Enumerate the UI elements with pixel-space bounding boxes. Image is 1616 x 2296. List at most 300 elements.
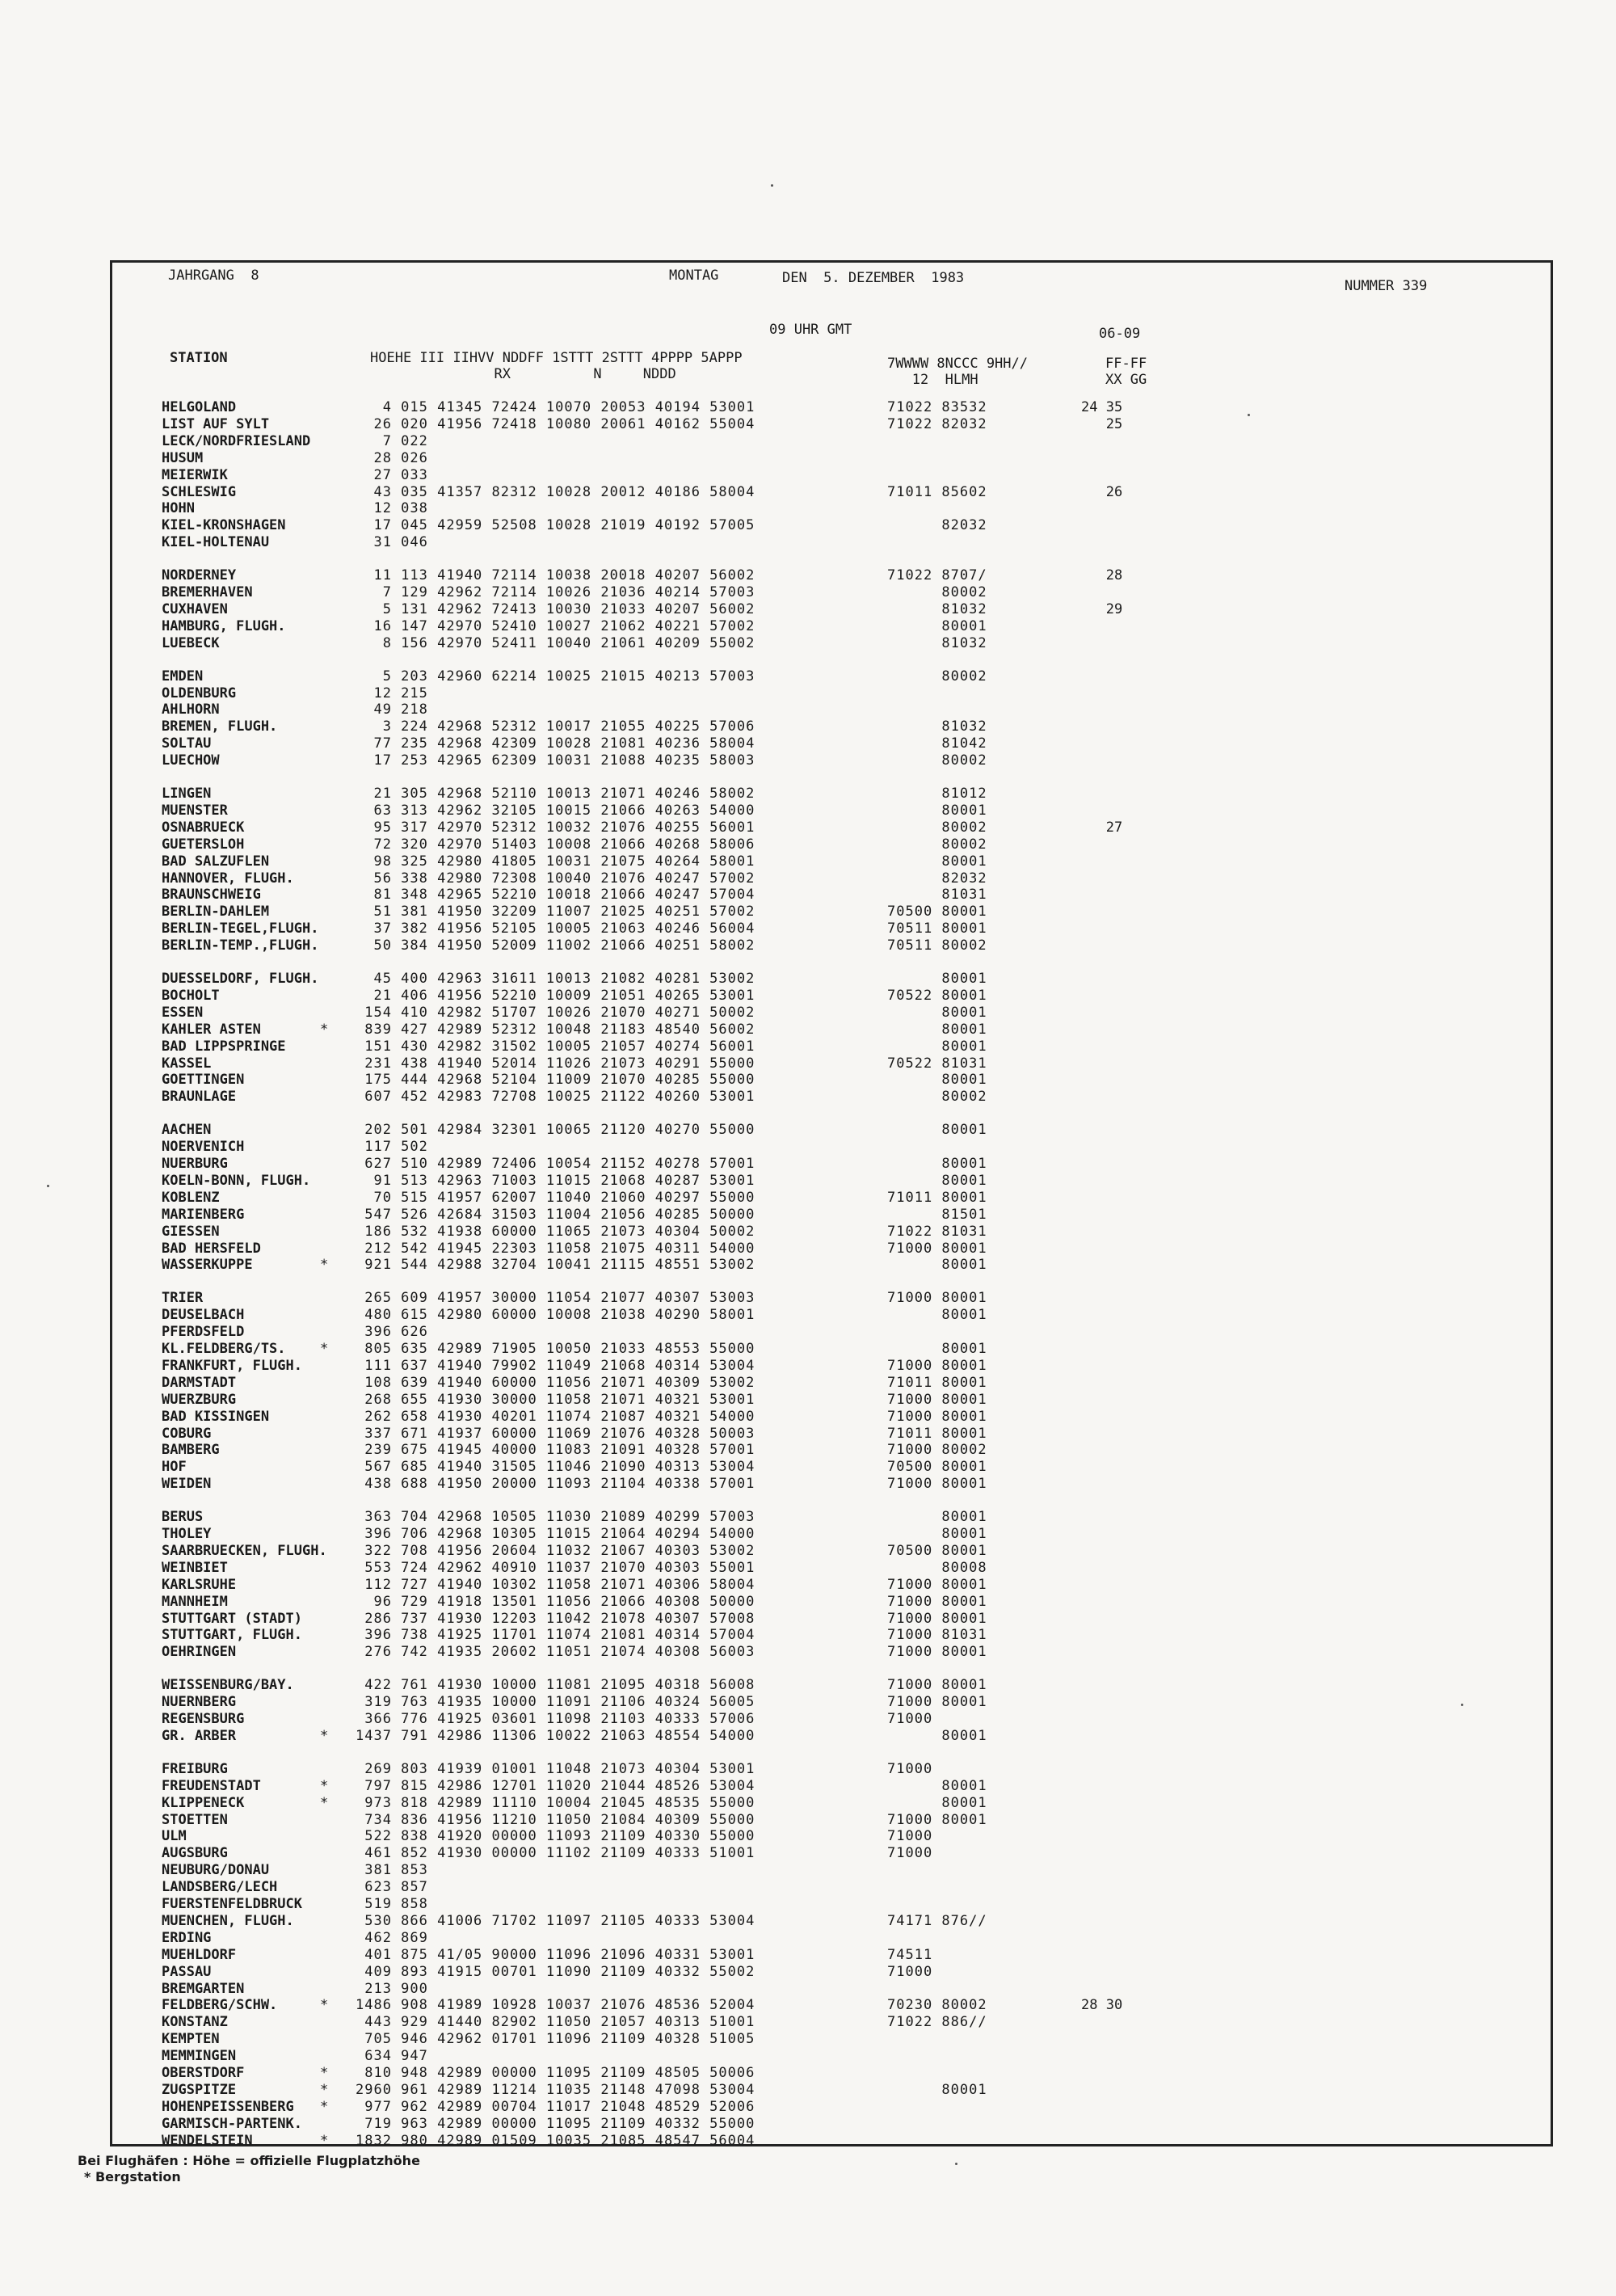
period-label: 06-09 — [1099, 326, 1141, 342]
station-name: LIST AUF SYLT — [162, 415, 270, 432]
observation-data: 239 675 41945 40000 11083 21091 40328 57001 — [356, 1442, 755, 1459]
table-row — [0, 1055, 1535, 1072]
station-name: COBURG — [162, 1425, 212, 1442]
group-data: 71022 886// — [887, 2014, 987, 2031]
mountain-station-mark: * — [320, 2132, 329, 2149]
group-data: 71022 83532 — [887, 399, 987, 415]
observation-data: 21 305 42968 52110 10013 21071 40246 58002 — [356, 786, 755, 802]
table-row — [0, 1173, 1535, 1189]
station-name: KEMPTEN — [162, 2031, 220, 2048]
group-data: 81032 — [887, 634, 987, 651]
observation-data: 396 626 — [356, 1324, 428, 1341]
table-row — [0, 584, 1535, 600]
group-data: 80002 — [887, 752, 987, 769]
mountain-station-mark: * — [320, 2065, 329, 2081]
observation-data: 530 866 41006 71702 11097 21105 40333 53004 — [356, 1912, 755, 1929]
group-data: 80002 — [887, 1089, 987, 1106]
table-row — [0, 1476, 1535, 1492]
station-name: LUECHOW — [162, 752, 220, 769]
footnote-airport: Bei Flughäfen : Höhe = offizielle Flugplatzhöhe — [78, 2153, 420, 2168]
station-name: STUTTGART (STADT) — [162, 1610, 302, 1627]
observation-data: 95 317 42970 52312 10032 21076 40255 56001 — [356, 819, 755, 836]
table-row — [0, 1594, 1535, 1610]
table-row — [0, 1543, 1535, 1559]
station-name: MUEHLDORF — [162, 1946, 237, 1963]
observation-data: 519 858 — [356, 1896, 428, 1912]
observation-data: 154 410 42982 51707 10026 21070 40271 50002 — [356, 1004, 755, 1021]
observation-data: 396 738 41925 11701 11074 21081 40314 57004 — [356, 1627, 755, 1644]
table-row — [0, 601, 1535, 617]
observation-data: 77 235 42968 42309 10028 21081 40236 58004 — [356, 735, 755, 752]
station-name: DUESSELDORF, FLUGH. — [162, 971, 319, 987]
table-row — [0, 1038, 1535, 1055]
observation-data: 269 803 41939 01001 11048 21073 40304 53001 — [356, 1760, 755, 1777]
group-data: 71000 — [887, 1828, 933, 1845]
table-row — [0, 668, 1535, 685]
observation-data: 26 020 41956 72418 10080 20061 40162 55004 — [356, 415, 755, 432]
observation-data: 443 929 41440 82902 11050 21057 40313 51001 — [356, 2014, 755, 2031]
observation-data: 12 038 — [356, 500, 428, 517]
station-name: THOLEY — [162, 1526, 212, 1542]
observation-data: 7 129 42962 72114 10026 21036 40214 57003 — [356, 584, 755, 600]
observation-data: 634 947 — [356, 2048, 428, 2065]
station-name: MANNHEIM — [162, 1593, 228, 1610]
group-data: 71022 8707/ — [887, 567, 987, 584]
observation-data: 31 046 — [356, 534, 428, 551]
group-data: 80001 — [887, 1038, 987, 1055]
station-name: AACHEN — [162, 1122, 212, 1139]
group-data: 74511 — [887, 1946, 933, 1963]
observation-data: 381 853 — [356, 1862, 428, 1879]
observation-data: 7 022 — [356, 432, 428, 449]
table-row — [0, 1358, 1535, 1374]
gust-data: 27 — [1081, 819, 1123, 836]
observation-data: 1486 908 41989 10928 10037 21076 48536 52004 — [356, 1997, 755, 2014]
observation-data: 12 215 — [356, 685, 428, 701]
table-row — [0, 450, 1535, 466]
table-row — [0, 937, 1535, 954]
observation-data: 319 763 41935 10000 11091 21106 40324 56005 — [356, 1694, 755, 1711]
table-row — [0, 1257, 1535, 1273]
table-row — [0, 2099, 1535, 2115]
table-row — [0, 1711, 1535, 1727]
table-row — [0, 2116, 1535, 2132]
station-name: HAMBURG, FLUGH. — [162, 617, 286, 634]
station-name: FELDBERG/SCHW. — [162, 1997, 278, 2014]
station-name: KARLSRUHE — [162, 1576, 237, 1593]
group-data: 81032 — [887, 718, 987, 735]
observation-data: 805 635 42989 71905 10050 21033 48553 55000 — [356, 1341, 755, 1357]
gust-data: 24 35 — [1081, 399, 1123, 415]
table-row — [0, 534, 1535, 550]
station-name: KASSEL — [162, 1055, 212, 1072]
observation-data: 91 513 42963 71003 11015 21068 40287 53001 — [356, 1172, 755, 1189]
mountain-station-mark: * — [320, 1341, 329, 1357]
station-name: HOHENPEISSENBERG — [162, 2098, 294, 2115]
station-name: AUGSBURG — [162, 1845, 228, 1862]
group-data: 80001 — [887, 802, 987, 819]
group-data: 71022 81031 — [887, 1223, 987, 1240]
station-name: FREIBURG — [162, 1760, 228, 1777]
table-row — [0, 1224, 1535, 1240]
mountain-station-mark: * — [320, 1794, 329, 1811]
table-row — [0, 2065, 1535, 2081]
station-name: PASSAU — [162, 1963, 212, 1980]
table-row — [0, 1392, 1535, 1408]
observation-data: 63 313 42962 32105 10015 21066 40263 54000 — [356, 802, 755, 819]
group-data: 80001 — [887, 1794, 987, 1811]
station-name: WASSERKUPPE — [162, 1257, 253, 1274]
group-data: 71000 80001 — [887, 1644, 987, 1661]
station-name: GR. ARBER — [162, 1727, 237, 1744]
observation-data: 98 325 42980 41805 10031 21075 40264 58001 — [356, 853, 755, 870]
mountain-station-mark: * — [320, 1997, 329, 2014]
group-data: 71000 80001 — [887, 1576, 987, 1593]
group-data: 81012 — [887, 786, 987, 802]
table-row — [0, 500, 1535, 516]
station-name: LINGEN — [162, 786, 212, 802]
station-name: WEIDEN — [162, 1476, 212, 1493]
table-row — [0, 1728, 1535, 1744]
group-data: 70500 80001 — [887, 1542, 987, 1559]
station-name: ZUGSPITZE — [162, 2081, 237, 2098]
mountain-station-mark: * — [320, 1727, 329, 1744]
observation-time: 09 UHR GMT — [769, 322, 852, 338]
station-name: GUETERSLOH — [162, 836, 245, 853]
group-data: 70522 80001 — [887, 987, 987, 1004]
station-name: REGENSBURG — [162, 1711, 245, 1727]
table-row — [0, 484, 1535, 500]
table-row — [0, 819, 1535, 836]
observation-data: 72 320 42970 51403 10008 21066 40268 58006 — [356, 836, 755, 853]
group-data: 71000 80001 — [887, 1290, 987, 1307]
station-name: BERLIN-DAHLEM — [162, 904, 270, 921]
table-row — [0, 1122, 1535, 1138]
table-row — [0, 701, 1535, 718]
observation-data: 438 688 41950 20000 11093 21104 40338 57001 — [356, 1476, 755, 1493]
group-data: 71011 80001 — [887, 1425, 987, 1442]
observation-data: 21 406 41956 52210 10009 21051 40265 53001 — [356, 987, 755, 1004]
group-data: 71000 80001 — [887, 1357, 987, 1374]
table-row — [0, 1290, 1535, 1306]
mountain-station-mark: * — [320, 1777, 329, 1794]
station-name: BOCHOLT — [162, 987, 220, 1004]
table-row — [0, 735, 1535, 752]
group-data: 70511 80001 — [887, 921, 987, 937]
observation-data: 734 836 41956 11210 11050 21084 40309 55000 — [356, 1811, 755, 1828]
group-data: 80001 — [887, 1727, 987, 1744]
observation-data: 2960 961 42989 11214 11035 21148 47098 53004 — [356, 2081, 755, 2098]
group-data: 80002 — [887, 836, 987, 853]
observation-data: 553 724 42962 40910 11037 21070 40303 55001 — [356, 1559, 755, 1576]
table-row — [0, 1375, 1535, 1391]
observation-data: 4 015 41345 72424 10070 20053 40194 53001 — [356, 399, 755, 415]
group-data: 71000 80001 — [887, 1811, 987, 1828]
observation-data: 1437 791 42986 11306 10022 21063 48554 54000 — [356, 1727, 755, 1744]
group-data: 80001 — [887, 1172, 987, 1189]
table-row — [0, 971, 1535, 987]
station-name: KOBLENZ — [162, 1189, 220, 1206]
table-row — [0, 1509, 1535, 1525]
group-data: 80001 — [887, 1307, 987, 1324]
station-name: GIESSEN — [162, 1223, 220, 1240]
station-name: ESSEN — [162, 1004, 204, 1021]
station-name: HELGOLAND — [162, 399, 237, 415]
table-row — [0, 685, 1535, 701]
group-data: 71000 80001 — [887, 1593, 987, 1610]
group-data: 80001 — [887, 2081, 987, 2098]
table-row — [0, 1845, 1535, 1861]
observation-data: 56 338 42980 72308 10040 21076 40247 57002 — [356, 870, 755, 887]
table-row — [0, 1694, 1535, 1710]
station-name: MEMMINGEN — [162, 2048, 237, 2065]
observation-data: 5 203 42960 62214 10025 21015 40213 57003 — [356, 668, 755, 685]
group-columns-subheader: 12 HLMH — [887, 372, 978, 388]
station-name: BRAUNSCHWEIG — [162, 887, 261, 904]
group-data: 71000 — [887, 1711, 933, 1727]
table-row — [0, 904, 1535, 920]
station-name: KOELN-BONN, FLUGH. — [162, 1172, 311, 1189]
table-row — [0, 1778, 1535, 1794]
scan-speck — [47, 1185, 49, 1187]
table-row — [0, 803, 1535, 819]
table-row — [0, 1913, 1535, 1929]
table-row — [0, 433, 1535, 449]
observation-data: 45 400 42963 31611 10013 21082 40281 53002 — [356, 971, 755, 987]
station-name: HUSUM — [162, 449, 204, 466]
station-name: BAD LIPPSPRINGE — [162, 1038, 286, 1055]
station-name: BREMERHAVEN — [162, 584, 253, 600]
station-name: NORDERNEY — [162, 567, 237, 584]
group-data: 81042 — [887, 735, 987, 752]
observation-data: 8 156 42970 52411 10040 21061 40209 55002 — [356, 634, 755, 651]
group-data: 81032 — [887, 600, 987, 617]
observation-data: 839 427 42989 52312 10048 21183 48540 56002 — [356, 1021, 755, 1038]
observation-data: 973 818 42989 11110 10004 21045 48535 55000 — [356, 1794, 755, 1811]
station-name: MEIERWIK — [162, 466, 228, 483]
station-name: NUERBURG — [162, 1156, 228, 1172]
observation-data: 202 501 42984 32301 10065 21120 40270 55000 — [356, 1122, 755, 1139]
station-name: PFERDSFELD — [162, 1324, 245, 1341]
table-row — [0, 1577, 1535, 1593]
station-name: KIEL-HOLTENAU — [162, 534, 270, 551]
group-data: 80001 — [887, 1004, 987, 1021]
table-row — [0, 2014, 1535, 2030]
table-row — [0, 1409, 1535, 1425]
group-data: 80001 — [887, 1777, 987, 1794]
mountain-station-mark: * — [320, 2098, 329, 2115]
group-columns-header: 7WWWW 8NCCC 9HH// — [887, 356, 1028, 372]
station-name: MUENSTER — [162, 802, 228, 819]
group-data: 74171 876// — [887, 1912, 987, 1929]
station-name: FRANKFURT, FLUGH. — [162, 1357, 302, 1374]
station-name: MUENCHEN, FLUGH. — [162, 1912, 294, 1929]
station-name: KIEL-KRONSHAGEN — [162, 517, 286, 534]
station-name: TRIER — [162, 1290, 204, 1307]
weekday-label: MONTAG — [669, 268, 719, 284]
table-row — [0, 1459, 1535, 1475]
group-data: 80001 — [887, 1021, 987, 1038]
table-row — [0, 1812, 1535, 1828]
observation-data: 607 452 42983 72708 10025 21122 40260 53001 — [356, 1089, 755, 1106]
observation-data: 401 875 41/05 90000 11096 21096 40331 53001 — [356, 1946, 755, 1963]
scan-speck — [1248, 414, 1250, 416]
observation-data: 921 544 42988 32704 10041 21115 48551 53002 — [356, 1257, 755, 1274]
observation-data: 276 742 41935 20602 11051 21074 40308 56003 — [356, 1644, 755, 1661]
table-row — [0, 1677, 1535, 1693]
station-name: STOETTEN — [162, 1811, 228, 1828]
group-data: 71000 80001 — [887, 1408, 987, 1425]
table-row — [0, 517, 1535, 533]
station-name: OSNABRUECK — [162, 819, 245, 836]
observation-data: 705 946 42962 01701 11096 21109 40328 51005 — [356, 2031, 755, 2048]
observation-data: 151 430 42982 31502 10005 21057 40274 56001 — [356, 1038, 755, 1055]
group-data: 80001 — [887, 971, 987, 987]
observation-data: 213 900 — [356, 1980, 428, 1997]
station-name: GOETTINGEN — [162, 1072, 245, 1089]
station-name: BAD KISSINGEN — [162, 1408, 270, 1425]
gust-data: 26 — [1081, 483, 1123, 500]
observation-data: 422 761 41930 10000 11081 21095 40318 56008 — [356, 1677, 755, 1694]
station-name: FREUDENSTADT — [162, 1777, 261, 1794]
table-row — [0, 921, 1535, 937]
table-row — [0, 887, 1535, 903]
observation-data: 17 253 42965 62309 10031 21088 40235 58003 — [356, 752, 755, 769]
observation-data: 28 026 — [356, 449, 428, 466]
group-data: 71022 82032 — [887, 415, 987, 432]
table-row — [0, 2031, 1535, 2047]
table-row — [0, 1997, 1535, 2013]
table-row — [0, 1442, 1535, 1458]
table-row — [0, 618, 1535, 634]
observation-data: 262 658 41930 40201 11074 21087 40321 54000 — [356, 1408, 755, 1425]
table-row — [0, 1156, 1535, 1172]
observation-data: 286 737 41930 12203 11042 21078 40307 57008 — [356, 1610, 755, 1627]
station-name: DARMSTADT — [162, 1374, 237, 1391]
station-name: HOF — [162, 1459, 187, 1476]
group-data: 70230 80002 — [887, 1997, 987, 2014]
table-row — [0, 1190, 1535, 1206]
table-row — [0, 1930, 1535, 1946]
observation-data: 96 729 41918 13501 11056 21066 40308 50000 — [356, 1593, 755, 1610]
scan-speck — [771, 184, 773, 187]
observation-data: 265 609 41957 30000 11054 21077 40307 53003 — [356, 1290, 755, 1307]
table-row — [0, 853, 1535, 870]
mountain-station-mark: * — [320, 1257, 329, 1274]
observation-data: 11 113 41940 72114 10038 20018 40207 56002 — [356, 567, 755, 584]
scan-speck — [1461, 1704, 1463, 1706]
main-columns-subheader: RX N NDDD — [370, 366, 676, 382]
group-data: 70511 80002 — [887, 937, 987, 954]
observation-data: 17 045 42959 52508 10028 21019 40192 57005 — [356, 517, 755, 534]
observation-data: 522 838 41920 00000 11093 21109 40330 55000 — [356, 1828, 755, 1845]
group-data: 71000 — [887, 1845, 933, 1862]
table-row — [0, 1526, 1535, 1542]
table-row — [0, 1560, 1535, 1576]
table-row — [0, 1022, 1535, 1038]
table-row — [0, 1324, 1535, 1340]
group-data: 71000 — [887, 1963, 933, 1980]
observation-data: 112 727 41940 10302 11058 21071 40306 58004 — [356, 1576, 755, 1593]
table-row — [0, 1795, 1535, 1811]
group-data: 81501 — [887, 1206, 987, 1223]
station-name: NUERNBERG — [162, 1694, 237, 1711]
observation-data: 810 948 42989 00000 11095 21109 48505 50006 — [356, 2065, 755, 2081]
observation-data: 337 671 41937 60000 11069 21076 40328 50003 — [356, 1425, 755, 1442]
station-name: CUXHAVEN — [162, 600, 228, 617]
table-row — [0, 1862, 1535, 1878]
observation-data: 1832 980 42989 01509 10035 21085 48547 56004 — [356, 2132, 755, 2149]
group-data: 71000 80001 — [887, 1610, 987, 1627]
scan-speck — [955, 2163, 957, 2165]
station-name: ERDING — [162, 1929, 212, 1946]
table-row — [0, 1307, 1535, 1323]
group-data: 71000 80001 — [887, 1694, 987, 1711]
table-row — [0, 1072, 1535, 1088]
station-name: BERUS — [162, 1509, 204, 1526]
station-name: WEISSENBURG/BAY. — [162, 1677, 294, 1694]
table-row — [0, 1981, 1535, 1997]
observation-data: 623 857 — [356, 1879, 428, 1896]
table-row — [0, 1896, 1535, 1912]
observation-data: 111 637 41940 79902 11049 21068 40314 53004 — [356, 1357, 755, 1374]
station-name: MARIENBERG — [162, 1206, 245, 1223]
group-data: 70500 80001 — [887, 904, 987, 921]
table-row — [0, 1644, 1535, 1660]
group-data: 80001 — [887, 1526, 987, 1542]
group-data: 82032 — [887, 517, 987, 534]
observation-data: 322 708 41956 20604 11032 21067 40303 53002 — [356, 1542, 755, 1559]
table-row — [0, 2133, 1535, 2149]
observation-data: 268 655 41930 30000 11058 21071 40321 53001 — [356, 1391, 755, 1408]
group-data: 70500 80001 — [887, 1459, 987, 1476]
station-name: BAMBERG — [162, 1442, 220, 1459]
gust-data: 28 — [1081, 567, 1123, 584]
table-row — [0, 467, 1535, 483]
table-row — [0, 1611, 1535, 1627]
group-data: 71000 80001 — [887, 1240, 987, 1257]
station-name: EMDEN — [162, 668, 204, 685]
group-data: 80001 — [887, 853, 987, 870]
table-row — [0, 1089, 1535, 1105]
observation-data: 37 382 41956 52105 10005 21063 40246 56004 — [356, 921, 755, 937]
table-row — [0, 1627, 1535, 1643]
observation-data: 212 542 41945 22303 11058 21075 40311 54000 — [356, 1240, 755, 1257]
ff-column-subheader: XX GG — [1105, 372, 1147, 388]
table-row — [0, 836, 1535, 853]
station-name: KLIPPENECK — [162, 1794, 245, 1811]
group-data: 80001 — [887, 1257, 987, 1274]
station-name: BERLIN-TEMP.,FLUGH. — [162, 937, 319, 954]
table-row — [0, 1947, 1535, 1963]
observation-data: 366 776 41925 03601 11098 21103 40333 57006 — [356, 1711, 755, 1727]
station-name: BAD SALZUFLEN — [162, 853, 270, 870]
table-row — [0, 567, 1535, 583]
observation-data: 396 706 42968 10305 11015 21064 40294 54000 — [356, 1526, 755, 1542]
station-name: BAD HERSFELD — [162, 1240, 261, 1257]
observation-data: 108 639 41940 60000 11056 21071 40309 53002 — [356, 1374, 755, 1391]
station-name: OEHRINGEN — [162, 1644, 237, 1661]
observation-data: 567 685 41940 31505 11046 21090 40313 53004 — [356, 1459, 755, 1476]
mountain-station-mark: * — [320, 1021, 329, 1038]
group-data: 80001 — [887, 1122, 987, 1139]
group-data: 71000 80001 — [887, 1476, 987, 1493]
station-name: GARMISCH-PARTENK. — [162, 2115, 302, 2132]
volume-label: JAHRGANG 8 — [168, 268, 259, 284]
station-name: FUERSTENFELDBRUCK — [162, 1896, 302, 1912]
table-row — [0, 1005, 1535, 1021]
station-name: WENDELSTEIN — [162, 2132, 253, 2149]
